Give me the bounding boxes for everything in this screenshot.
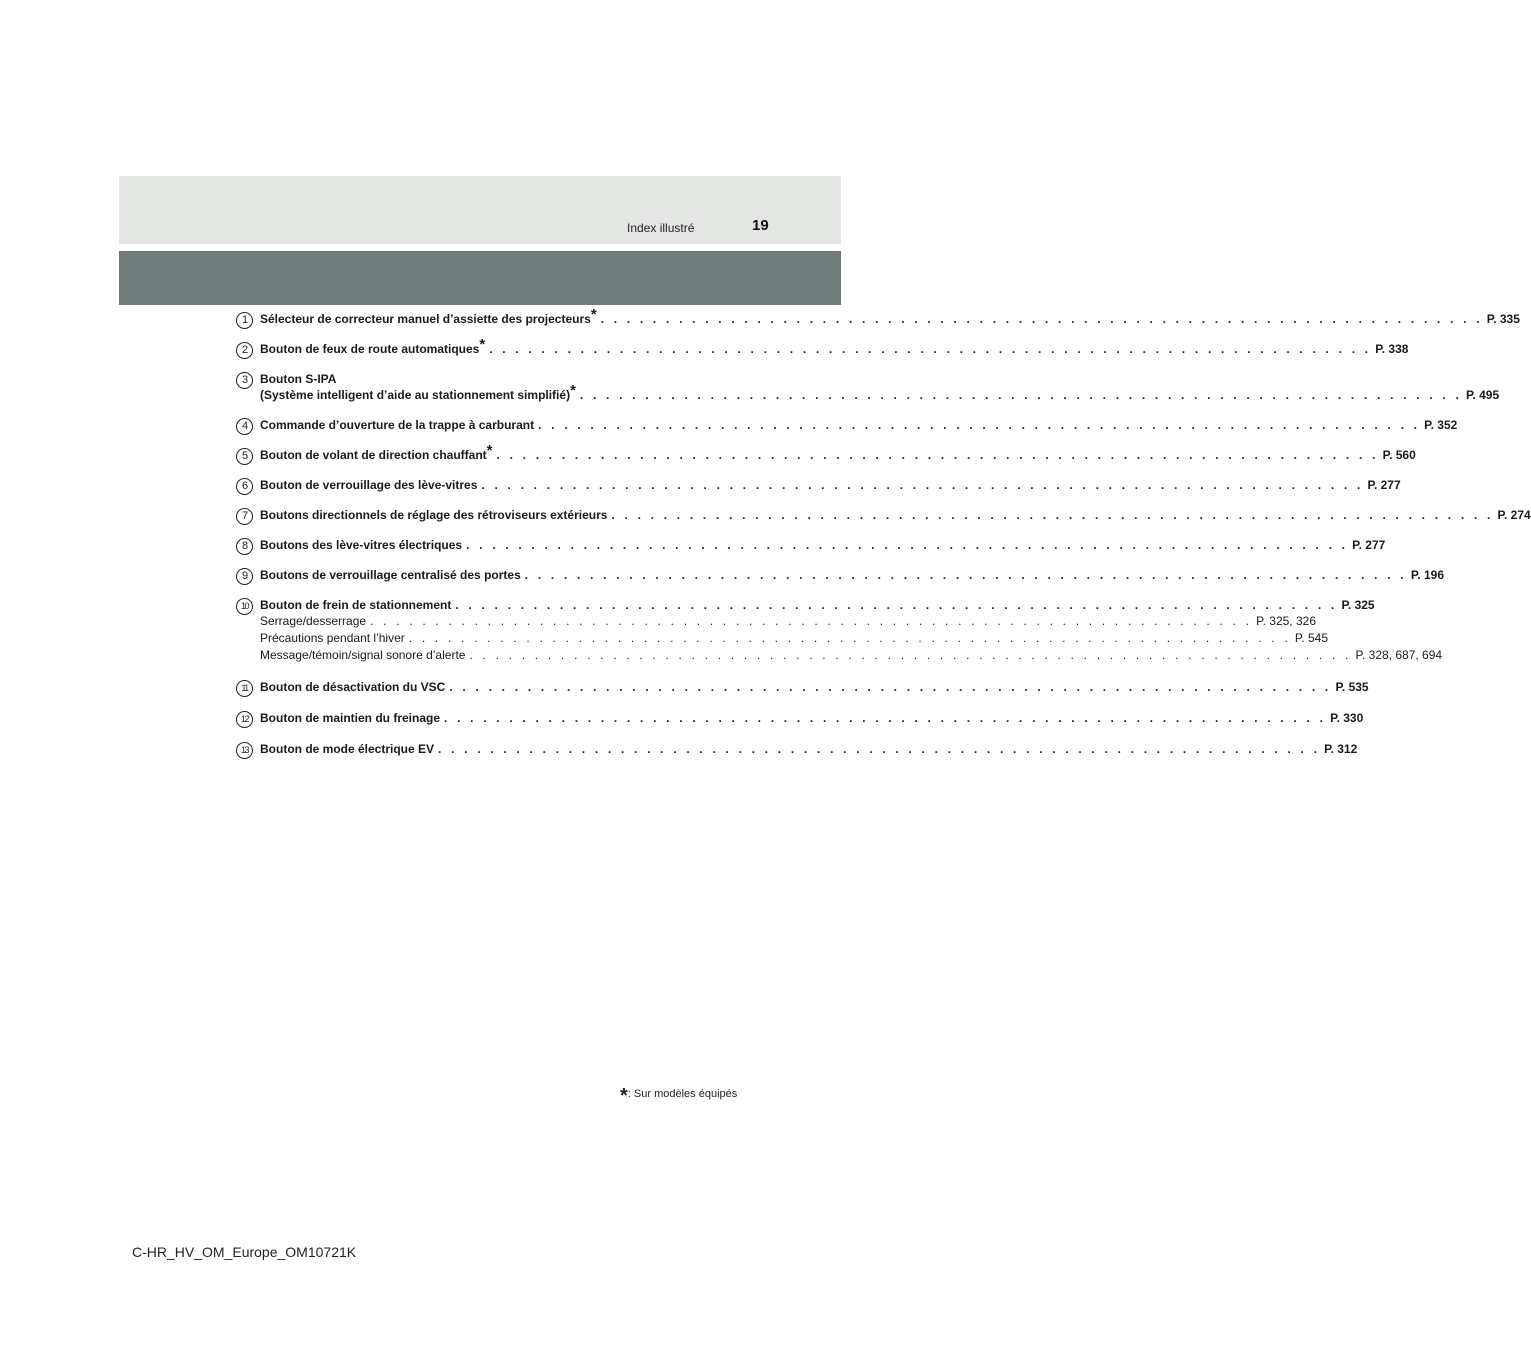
entry-label: Bouton de désactivation du VSC: [260, 680, 446, 694]
index-entry: [236, 306, 1520, 327]
entry-line: [260, 442, 1416, 463]
dot-leader: . . . . . . . . . . . . . . . . . . . . . . . . . . . . . . . . . . . . . . . . . . . . . . . . . . . . . . . . . . . . . . . . . . . .: [438, 742, 1321, 756]
entry-subline: [260, 647, 1443, 664]
dot-leader: . . . . . . . . . . . . . . . . . . . . . . . . . . . . . . . . . . . . . . . . . . . . . . . . . . . . . . . . . . . . . . . . . . . .: [469, 648, 1352, 662]
entry-line: [260, 382, 1500, 403]
index-entry: [236, 371, 1500, 403]
section-title: Index illustré: [627, 221, 695, 235]
entry-label: Bouton de frein de stationnement: [260, 598, 452, 612]
page-reference: P. 545: [1294, 631, 1329, 645]
entry-label: Boutons des lève-vitres électriques: [260, 538, 463, 552]
entry-number-badge: 11: [236, 680, 253, 697]
entry-number-badge: 10: [236, 598, 253, 615]
entry-line: [260, 417, 1458, 433]
entry-label: Bouton de maintien du freinage: [260, 711, 441, 725]
entry-number-badge: 1: [236, 312, 253, 329]
entry-label: Message/témoin/signal sonore d’alerte: [260, 648, 466, 662]
dot-leader: . . . . . . . . . . . . . . . . . . . . . . . . . . . . . . . . . . . . . . . . . . . . . . . . . . . . . . . . . . . . . . . . . . . .: [489, 342, 1372, 356]
entry-number-badge: 2: [236, 342, 253, 359]
entry-number-badge: 7: [236, 508, 253, 525]
entry-label: Bouton de verrouillage des lève-vitres: [260, 478, 478, 492]
footnote: [620, 1080, 738, 1107]
entry-label: Bouton S-IPA: [260, 372, 337, 386]
dot-leader: . . . . . . . . . . . . . . . . . . . . . . . . . . . . . . . . . . . . . . . . . . . . . . . . . . . . . . . . . . . . . . . . . . . .: [496, 448, 1379, 462]
page-reference: P. 277: [1367, 478, 1401, 492]
entry-label: Précautions pendant l’hiver: [260, 631, 405, 645]
index-entry-list: [236, 306, 1531, 757]
entry-label: Serrage/desserrage: [260, 614, 367, 628]
entry-line: [260, 336, 1409, 357]
index-entry: [236, 679, 1369, 695]
dot-leader: . . . . . . . . . . . . . . . . . . . . . . . . . . . . . . . . . . . . . . . . . . . . . . . . . . . . . . . . . . . . . . . . . . . .: [466, 538, 1349, 552]
entry-line: [260, 371, 722, 387]
entry-line: [260, 597, 1375, 613]
index-entry: [236, 710, 1364, 726]
index-entry: [236, 507, 1531, 523]
page-reference: P. 330: [1330, 711, 1364, 725]
entry-number-badge: 5: [236, 448, 253, 465]
index-entry: [236, 741, 1358, 757]
page-reference: P. 325, 326: [1256, 614, 1316, 628]
entry-label: Boutons de verrouillage centralisé des portes: [260, 568, 521, 582]
entry-label: Bouton de mode électrique EV: [260, 742, 435, 756]
entry-line: [260, 507, 1531, 523]
footnote-text: : Sur modèles équipés: [627, 1088, 738, 1100]
header-band-dark: [119, 251, 841, 305]
entry-number-badge: 12: [236, 711, 253, 728]
index-entry: [236, 336, 1409, 357]
entry-line: [260, 537, 1386, 553]
dot-leader: . . . . . . . . . . . . . . . . . . . . . . . . . . . . . . . . . . . . . . . . . . . . . . . . . . . . . . . . . . . . . . . . . . . .: [370, 614, 1253, 628]
page-reference: P. 328, 687, 694: [1355, 648, 1443, 662]
index-entry: [236, 597, 1443, 664]
index-entry: [236, 537, 1386, 553]
page-reference: P. 495: [1466, 388, 1500, 402]
page-reference: P. 312: [1324, 742, 1358, 756]
entry-number-badge: 4: [236, 418, 253, 435]
index-entry: [236, 567, 1444, 583]
equipped-star: *: [486, 442, 493, 459]
entry-subline: [260, 630, 1329, 647]
entry-line: [260, 741, 1358, 757]
dot-leader: . . . . . . . . . . . . . . . . . . . . . . . . . . . . . . . . . . . . . . . . . . . . . . . . . . . . . . . . . . . . . . . . . . . .: [449, 680, 1332, 694]
index-entry: [236, 417, 1458, 433]
page-reference: P. 535: [1335, 680, 1369, 694]
page-reference: P. 560: [1382, 448, 1416, 462]
page-reference: P. 325: [1341, 598, 1375, 612]
page-reference: P. 274: [1497, 508, 1531, 522]
dot-leader: . . . . . . . . . . . . . . . . . . . . . . . . . . . . . . . . . . . . . . . . . . . . . . . . . . . . . . . . . . . . . . . . . . . .: [611, 508, 1494, 522]
equipped-star: *: [590, 306, 597, 323]
page-reference: P. 335: [1486, 312, 1520, 326]
entry-line: [260, 567, 1444, 583]
entry-line: [260, 679, 1369, 695]
page-reference: P. 352: [1424, 418, 1458, 432]
entry-line: [260, 306, 1520, 327]
page-reference: P. 196: [1410, 568, 1444, 582]
document-code: C-HR_HV_OM_Europe_OM10721K: [132, 1244, 357, 1260]
dot-leader: . . . . . . . . . . . . . . . . . . . . . . . . . . . . . . . . . . . . . . . . . . . . . . . . . . . . . . . . . . . . . . . . . . . .: [524, 568, 1407, 582]
entry-line: [260, 710, 1364, 726]
dot-leader: . . . . . . . . . . . . . . . . . . . . . . . . . . . . . . . . . . . . . . . . . . . . . . . . . . . . . . . . . . . . . . . . . . . .: [579, 388, 1462, 402]
entry-number-badge: 3: [236, 372, 253, 389]
entry-number-badge: 6: [236, 478, 253, 495]
index-entry: [236, 477, 1401, 493]
dot-leader: . . . . . . . . . . . . . . . . . . . . . . . . . . . . . . . . . . . . . . . . . . . . . . . . . . . . . . . . . . . . . . . . . . . .: [408, 631, 1291, 645]
dot-leader: . . . . . . . . . . . . . . . . . . . . . . . . . . . . . . . . . . . . . . . . . . . . . . . . . . . . . . . . . . . . . . . . . . . .: [600, 312, 1483, 326]
entry-label: Bouton de volant de direction chauffant*: [260, 442, 493, 462]
dot-leader: . . . . . . . . . . . . . . . . . . . . . . . . . . . . . . . . . . . . . . . . . . . . . . . . . . . . . . . . . . . . . . . . . . . .: [444, 711, 1327, 725]
header-band-light: [119, 176, 841, 244]
footnote-star: *: [620, 1085, 628, 1107]
entry-label: (Système intelligent d’aide au stationnement simplifié)*: [260, 382, 576, 402]
entry-number-badge: 9: [236, 568, 253, 585]
entry-label: Commande d’ouverture de la trappe à carburant: [260, 418, 535, 432]
page-reference: P. 338: [1375, 342, 1409, 356]
entry-label: Sélecteur de correcteur manuel d’assiette des projecteurs*: [260, 306, 597, 326]
entry-label: Bouton de feux de route automatiques*: [260, 336, 486, 356]
page-reference: P. 277: [1352, 538, 1386, 552]
entry-number-badge: 8: [236, 538, 253, 555]
equipped-star: *: [570, 382, 576, 399]
entry-label: Boutons directionnels de réglage des rétroviseurs extérieurs: [260, 508, 608, 522]
equipped-star: *: [479, 336, 486, 353]
dot-leader: . . . . . . . . . . . . . . . . . . . . . . . . . . . . . . . . . . . . . . . . . . . . . . . . . . . . . . . . . . . . . . . . . . . .: [481, 478, 1364, 492]
page-number: 19: [752, 217, 769, 234]
index-entry: [236, 442, 1416, 463]
entry-subline: [260, 613, 1316, 630]
dot-leader: . . . . . . . . . . . . . . . . . . . . . . . . . . . . . . . . . . . . . . . . . . . . . . . . . . . . . . . . . . . . . . . . . . . .: [455, 598, 1338, 612]
entry-number-badge: 13: [236, 742, 253, 759]
entry-line: [260, 477, 1401, 493]
dot-leader: . . . . . . . . . . . . . . . . . . . . . . . . . . . . . . . . . . . . . . . . . . . . . . . . . . . . . . . . . . . . . . . . . . . .: [538, 418, 1421, 432]
